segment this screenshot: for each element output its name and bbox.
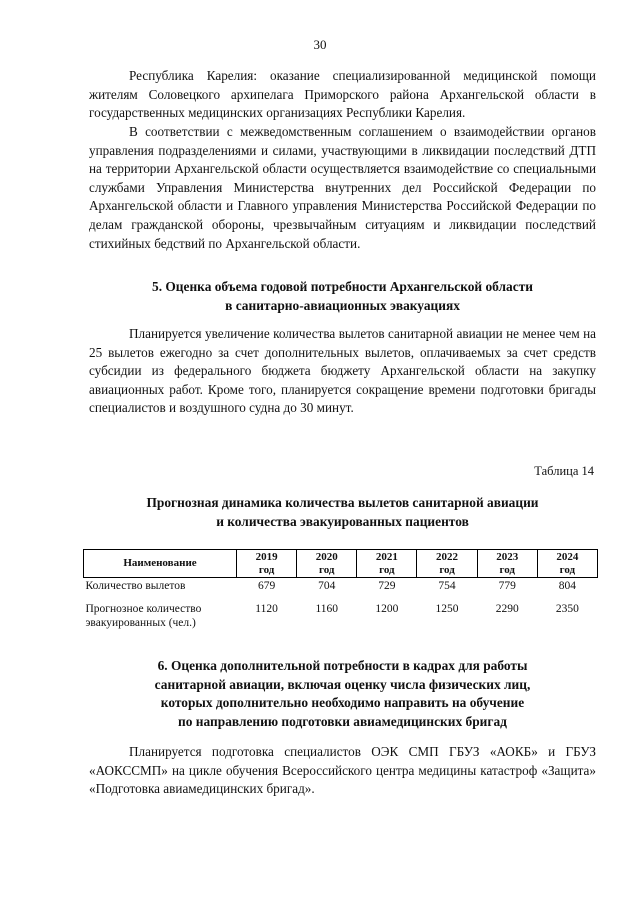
section-5-title-line2: в санитарно-авиационных эвакуациях [225,297,460,313]
paragraph-interaction: В соответствии с межведомственным соглашением о взаимодействии органов управления подразделениями и силами, участвующими в ликвидации последствий ДТП на территории Архангельской области осуществляется взаимодействие со специальными службами Управления Министерства внутренних дел Российской Федерации по Архангельской области и Главного управления Министерства Российской Федерации по делам гражданской обороны, чрезвычайным ситуациям и ликвидации последствий стихийных бедствий по Архангельской области. [89,124,596,251]
table-title-line1: Прогнозная динамика количества вылетов санитарной авиации [146,495,539,510]
section-6-title [89,657,596,731]
cell-value: 704 [318,580,336,592]
header-2022: 2022 год [417,550,477,578]
section-6-title-line1: 6. Оценка дополнительной потребности в кадрах для работы [157,658,528,673]
section-6-text: Планируется подготовка специалистов ОЭК СМП ГБУЗ «АОКБ» и ГБУЗ «АОКССМП» на цикле обучения Всероссийского центра медицины катастроф «Защита» «Подготовка авиамедицинских бригад». [89,744,596,797]
table-caption: Таблица 14 [534,464,594,478]
header-2020: 2020 год [297,550,357,578]
flights-forecast-table [83,549,598,631]
table-title-line2: и количества эвакуированных пациентов [216,513,469,529]
section-5-title [89,278,596,315]
cell-value: 2290 [495,603,519,615]
paragraph-karelia: Республика Карелия: оказание специализированной медицинской помощи жителям Соловецкого архипелага Приморского района Архангельской области в государственных медицинских организациях Республики Карелия. [89,68,596,121]
section-5-text: Планируется увеличение количества вылетов санитарной авиации не менее чем на 25 вылетов ежегодно за счет дополнительных вылетов, оплачиваемых за счет средств субсидии из федерального бюджета бюджету Архангельской области на закупку авиационных работ. Кроме того, планируется сокращение времени подготовки бригады специалистов и воздушного судна до 30 минут. [89,326,596,416]
cell-value: 779 [498,580,516,592]
header-2019: 2019 год [237,550,297,578]
table-row [84,594,598,631]
section-5-title-line1: 5. Оценка объема годовой потребности Архангельской области [152,279,533,294]
page-number: 30 [313,37,327,52]
table-title [89,494,596,531]
header-2021: 2021 год [357,550,417,578]
header-2023: 2023 год [477,550,537,578]
row-evacuated-name: Прогнозное количество эвакуированных (чел.) [85,603,202,629]
table-row [84,578,598,595]
cell-value: 1200 [375,603,399,615]
cell-value: 729 [378,580,396,592]
cell-value: 1250 [435,603,459,615]
section-6-title-line2: санитарной авиации, включая оценку числа физических лиц, [154,676,531,692]
cell-value: 804 [558,580,577,592]
cell-value: 1160 [315,603,339,615]
table-header-row [84,550,598,578]
header-2024: 2024 год [537,550,597,578]
section-6-title-line3: которых дополнительно необходимо направить на обучение [160,695,525,710]
cell-value: 679 [257,580,276,592]
header-name: Наименование [84,550,237,578]
cell-value: 2350 [555,603,579,615]
cell-value: 1120 [255,603,278,615]
row-flights-name: Количество вылетов [85,580,186,592]
section-6-title-line4: по направлению подготовки авиамедицинских бригад [178,713,507,729]
cell-value: 754 [438,580,456,592]
